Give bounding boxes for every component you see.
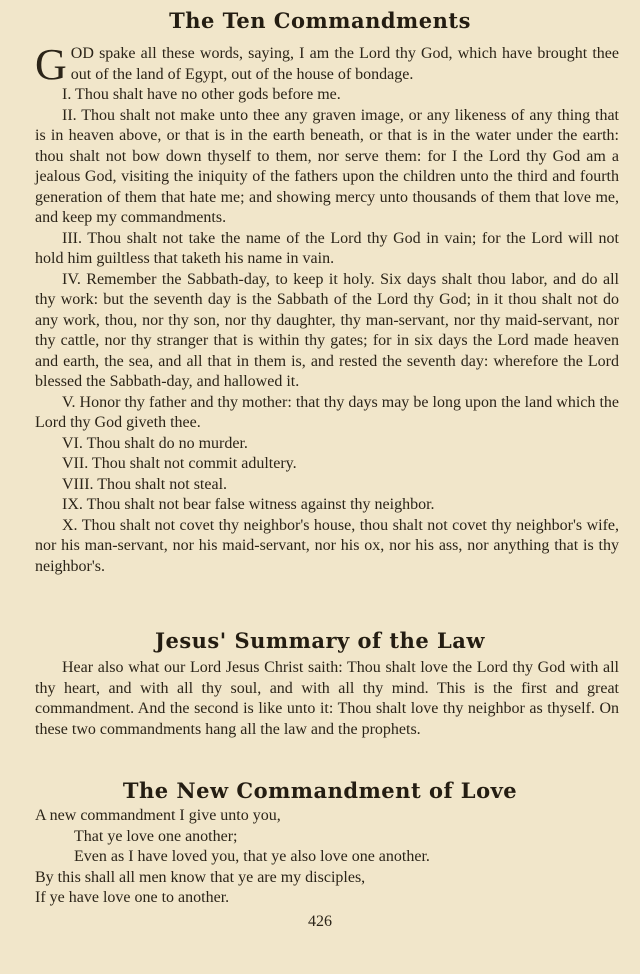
new-commandment-heading: The New Commandment of Love xyxy=(122,778,518,803)
intro-text: OD spake all these words, saying, I am the Lord thy God, which have brought thee out of the land of Egypt, out of the house of bondage. xyxy=(70,45,619,83)
commandments-list xyxy=(35,85,619,577)
ten-commandments-heading: The Ten Commandments xyxy=(169,8,471,33)
verse-line-2: That ye love one another; xyxy=(74,827,238,845)
commandment-10: X. Thou shalt not covet thy neighbor's house, thou shalt not covet thy neighbor's wife, nor his man-servant, nor his maid-servant, nor his ox, nor his ass, nor anything that is thy neighbor's. xyxy=(35,516,619,575)
verse-line-5: If ye have love one to another. xyxy=(35,889,230,906)
commandment-9: IX. Thou shalt not bear false witness against thy neighbor. xyxy=(62,496,435,513)
verse-line-3: Even as I have loved you, that ye also love one another. xyxy=(74,848,430,865)
commandment-3: III. Thou shalt not take the name of the Lord thy God in vain; for the Lord will not hold him guiltless that taketh his name in vain. xyxy=(35,229,619,267)
summary-section xyxy=(35,658,619,740)
drop-cap: G xyxy=(35,40,67,89)
intro-paragraph xyxy=(35,40,619,89)
commandment-2: II. Thou shalt not make unto thee any graven image, or any likeness of any thing that is in heaven above, or that is in the earth beneath, or that is in the water under the earth: thou shalt not bow down thyself to them, nor serve them: for I the Lord thy God am a jealous God, visiting the iniquity of the fathers upon the children unto the third and fourth generation of them that hate me; and showing mercy unto thousands of them that love me, and keep my commandments. xyxy=(35,106,619,226)
commandment-8: VIII. Thou shalt not steal. xyxy=(62,475,228,493)
commandment-5: V. Honor thy father and thy mother: that thy days may be long upon the land which the Lord thy God giveth thee. xyxy=(35,393,619,431)
verse-line-4: By this shall all men know that ye are my disciples, xyxy=(35,868,366,886)
summary-heading: Jesus' Summary of the Law xyxy=(155,628,485,653)
commandment-7: VII. Thou shalt not commit adultery. xyxy=(62,455,297,472)
new-commandment-verse xyxy=(35,806,619,909)
commandment-4: IV. Remember the Sabbath-day, to keep it holy. Six days shalt thou labor, and do all thy work: but the seventh day is the Sabbath of the Lord thy God; in it thou shalt not do any work, thou, nor thy son, nor thy daughter, thy man-servant, nor thy maid-servant, nor thy cattle, nor thy stranger that is within thy gates; for in six days the Lord made heaven and earth, the sea, and all that in them is, and rested the seventh day: wherefore the Lord blessed the Sabbath-day, and hallowed it. xyxy=(35,270,619,390)
page-number: 426 xyxy=(308,913,332,930)
commandment-1: I. Thou shalt have no other gods before me. xyxy=(62,86,341,103)
verse-line-1: A new commandment I give unto you, xyxy=(35,807,281,824)
summary-text: Hear also what our Lord Jesus Christ saith: Thou shalt love the Lord thy God with all thy heart, and with all thy soul, and with all thy mind. This is the first and great commandment. And the second is like unto it: Thou shalt love thy neighbor as thyself. On these two commandments hang all the law and the prophets. xyxy=(35,659,619,738)
commandment-6: VI. Thou shalt do no murder. xyxy=(62,434,248,452)
